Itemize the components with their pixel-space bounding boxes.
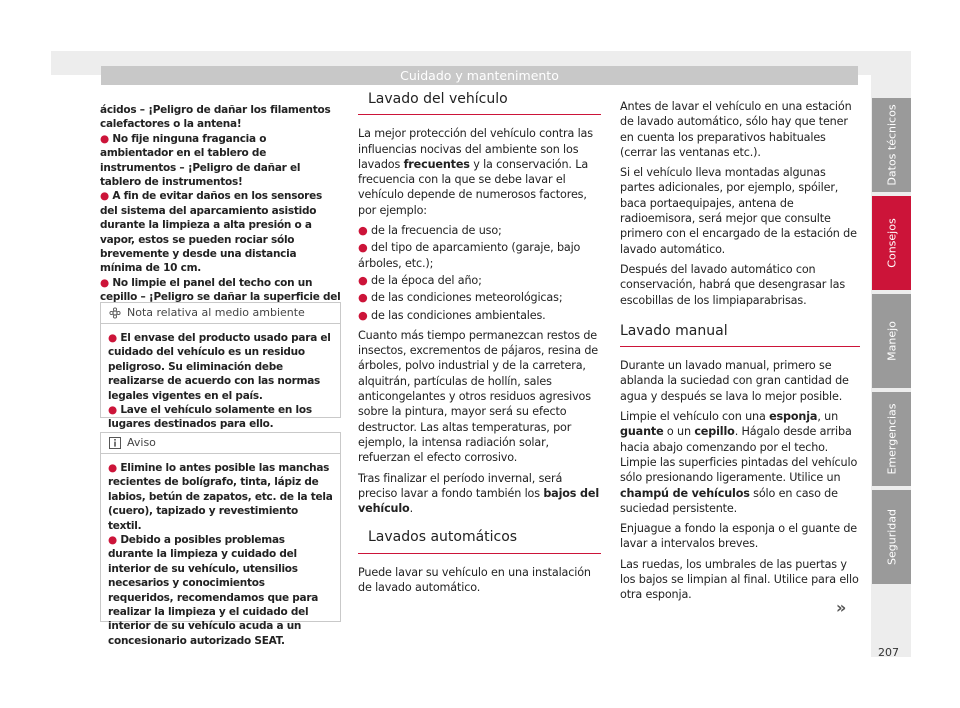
notice-title: Aviso — [127, 436, 156, 449]
text-run: sólo en caso de suciedad persistente. — [620, 486, 838, 515]
text-run: y la conservación. La frecuencia con la que se debe lavar el vehículo depende de numerosos factores, por ejemplo: — [358, 157, 589, 217]
text-run: . — [409, 502, 414, 516]
page-number: 207 — [878, 646, 899, 659]
bullet-dot-icon: ● — [100, 190, 113, 203]
page-header: Cuidado y mantenimento — [101, 66, 858, 85]
bullet-dot-icon: ● — [358, 291, 372, 305]
paragraph — [620, 409, 860, 516]
bullet-text: de las condiciones meteorológicas; — [371, 291, 563, 305]
section-heading: Lavados automáticos — [358, 530, 601, 553]
text-run: Limpie el vehículo con una — [620, 410, 770, 424]
text-line: ácidos – ¡Peligro de dañar los filamentos calefactores o la antena! — [100, 104, 331, 131]
paragraph: Después del lavado automático con conservación, habrá que desengrasar las escobillas de los limpiaparabrisas. — [620, 262, 845, 307]
bullet-dot-icon: ● — [358, 224, 372, 238]
paragraph: Cuanto más tiempo permanezcan restos de insectos, excrementos de pájaros, resina de árboles, polvo industrial y de la carretera, alquitrán, partículas de hollín, sales anticongelantes y otros residuos agresivos sobre la pintura, mayor será su efecto destructor. Las altas temperaturas, por ejemplo, la intensa radiación solar, refuerzan el efecto corrosivo. — [358, 328, 599, 465]
text-run: . Hágalo desde arriba hacia abajo comenzando por el techo. Limpie las superficies pintadas del vehículo sólo presionando ligeramente. Utilice un — [620, 425, 858, 485]
text-run-bold: champú de vehículos — [620, 486, 750, 500]
continue-arrow-icon: » — [836, 598, 847, 617]
bullet-text: A fin de evitar daños en los sensores del sistema del aparcamiento asistido durante la limpieza a alta presión o a vapor, estos se pueden rociar sólo brevemente y desde una distancia mínima de 10 cm. — [100, 190, 322, 275]
bullet-item — [108, 461, 333, 533]
column-automatic-manual-wash — [620, 99, 860, 608]
bullet-text: Lave el vehículo solamente en los lugares destinados para ello. — [108, 404, 312, 431]
text-run-bold: esponja — [769, 410, 818, 424]
bullet-dot-icon: ● — [108, 534, 121, 547]
paragraph — [358, 126, 601, 218]
tab-label: Seguridad — [885, 509, 898, 565]
bullet-item — [358, 273, 601, 288]
bullet-dot-icon: ● — [100, 132, 113, 145]
environment-note-header — [101, 303, 340, 324]
bullet-dot-icon: ● — [358, 241, 372, 255]
text-run-bold: frecuentes — [403, 157, 470, 171]
bullet-item — [100, 132, 341, 190]
text-run-bold: cepillo — [694, 425, 735, 439]
paragraph: Enjuague a fondo la esponja o el guante de lavar a intervalos breves. — [620, 522, 858, 551]
paragraph: Si el vehículo lleva montadas algunas partes adicionales, por ejemplo, spóiler, baca portaequipajes, antena de radioemisora, será mejor que consulte primero con el encargado de la estación de lavado automático. — [620, 166, 857, 256]
bullet-text: de la frecuencia de uso; — [371, 224, 502, 238]
bullet-text: No limpie el panel del techo con un cepillo – ¡Peligro se dañar la superficie del — [100, 276, 341, 304]
bullet-dot-icon: ● — [358, 273, 372, 287]
tab-emergencias[interactable] — [872, 392, 911, 486]
text-run: o un — [663, 425, 695, 439]
bullet-item — [108, 331, 333, 403]
tab-label: Emergencias — [885, 403, 898, 475]
paragraph: Durante un lavado manual, primero se ablanda la suciedad con gran cantidad de agua y después se lava lo mejor posible. — [620, 359, 849, 403]
tab-label: Datos técnicos — [885, 104, 898, 186]
paragraph: Las ruedas, los umbrales de las puertas y los bajos se limpian al final. Utilice para ello otra esponja. — [620, 557, 859, 602]
bullet-item — [358, 308, 601, 323]
bullet-item — [108, 403, 333, 432]
bullet-item — [358, 223, 601, 238]
bullet-item — [108, 533, 333, 648]
column-vehicle-wash — [358, 92, 601, 600]
text-run-bold: guante — [620, 425, 664, 439]
section-heading: Lavado manual — [620, 324, 860, 347]
bullet-text: de la época del año; — [371, 273, 482, 287]
paragraph — [358, 471, 601, 517]
bullet-item — [358, 290, 601, 305]
environment-note-box — [100, 302, 341, 431]
tab-datos-tecnicos[interactable] — [872, 98, 911, 192]
bullet-text: Elimine lo antes posible las manchas recientes de bolígrafo, tinta, lápiz de labios, betún de zapatos, etc. de la tela (cuero), tapizado y revestimiento textil. — [108, 462, 333, 532]
bullet-text: de las condiciones ambientales. — [371, 308, 546, 322]
paragraph: Puede lavar su vehículo en una instalación de lavado automático. — [358, 565, 591, 595]
environment-note-title: Nota relativa al medio ambiente — [127, 306, 305, 319]
bullet-dot-icon: ● — [108, 462, 121, 474]
bullet-item — [358, 240, 601, 271]
bullet-dot-icon: ● — [100, 276, 113, 289]
text-run: , un — [817, 410, 839, 424]
bullet-item — [100, 189, 341, 275]
tab-seguridad[interactable] — [872, 490, 911, 584]
text-run: La mejor protección del vehículo contra las influencias nocivas del ambiente son los lavados — [358, 127, 593, 171]
notice-box — [100, 432, 341, 647]
tab-label: Consejos — [885, 218, 898, 268]
tab-consejos[interactable] — [872, 196, 911, 290]
environment-note-body — [101, 324, 340, 438]
text-run-bold: bajos del vehículo — [358, 486, 600, 516]
notice-header — [101, 433, 340, 454]
bullet-text: El envase del producto usado para el cuidado del vehículo es un residuo peligroso. Su eliminación debe realizarse de acuerdo con las normas legales vigentes en el país. — [108, 332, 331, 402]
info-icon — [109, 437, 121, 449]
bullet-dot-icon: ● — [108, 404, 121, 417]
bullet-text: del tipo de aparcamiento (garaje, bajo árboles, etc.); — [358, 241, 581, 270]
bullet-text: No fije ninguna fragancia o ambientador en el tablero de instrumentos – ¡Peligro de dañar el tablero de instrumentos! — [100, 132, 301, 189]
text-run: Tras finalizar el período invernal, será preciso lavar a fondo también los — [358, 471, 563, 500]
paragraph: Antes de lavar el vehículo en una estación de lavado automático, sólo hay que tener en cuenta los preparativos habituales (cerrar las ventanas etc.). — [620, 100, 852, 159]
tab-manejo[interactable] — [872, 294, 911, 388]
bullet-dot-icon: ● — [358, 308, 372, 322]
notice-body — [101, 454, 340, 654]
leaf-flower-icon — [109, 307, 121, 319]
bullet-dot-icon: ● — [108, 332, 121, 344]
column-warnings — [100, 103, 341, 319]
bullet-text: Debido a posibles problemas durante la limpieza y cuidado del interior de su vehículo, utensilios necesarios y conocimientos requeridos, recomendamos que para realizar la limpieza y el cuidado del interior de su vehículo acuda a un concesionario autorizado SEAT. — [108, 534, 319, 647]
section-heading: Lavado del vehículo — [358, 92, 601, 115]
tab-label: Manejo — [885, 321, 898, 361]
